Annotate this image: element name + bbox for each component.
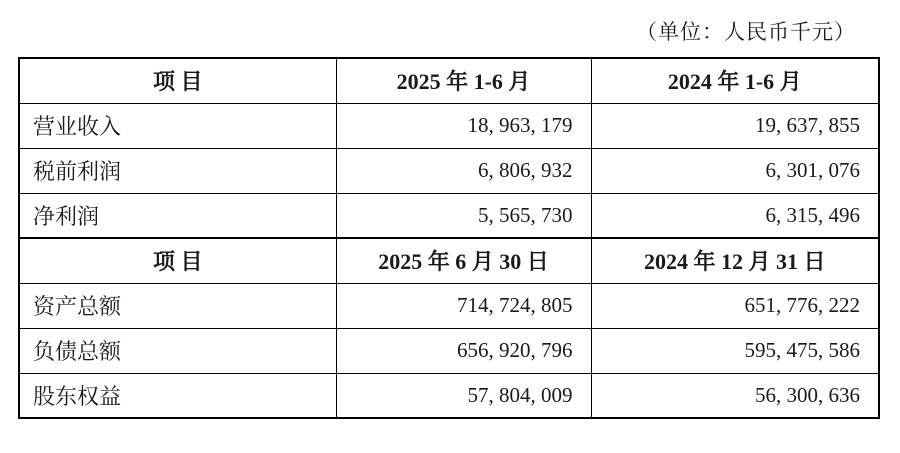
financial-summary-table: [18, 57, 880, 419]
row-label: 税前利润: [19, 148, 336, 193]
table-row-total-liabilities: [19, 328, 879, 373]
section2-header-row: [19, 238, 879, 283]
value-current: 6, 806, 932: [336, 148, 591, 193]
row-label: 资产总额: [19, 283, 336, 328]
column-header-item: 项 目: [19, 58, 336, 103]
value-current: 57, 804, 009: [336, 373, 591, 418]
column-header-date-current: 2025 年 6 月 30 日: [336, 238, 591, 283]
table-row-revenue: [19, 103, 879, 148]
row-label: 营业收入: [19, 103, 336, 148]
section1-header-row: [19, 58, 879, 103]
value-prior: 595, 475, 586: [591, 328, 879, 373]
table-row-shareholders-equity: [19, 373, 879, 418]
value-current: 5, 565, 730: [336, 193, 591, 238]
value-prior: 56, 300, 636: [591, 373, 879, 418]
value-prior: 6, 315, 496: [591, 193, 879, 238]
row-label: 负债总额: [19, 328, 336, 373]
row-label: 股东权益: [19, 373, 336, 418]
value-current: 714, 724, 805: [336, 283, 591, 328]
value-prior: 19, 637, 855: [591, 103, 879, 148]
column-header-period-prior: 2024 年 1-6 月: [591, 58, 879, 103]
column-header-period-current: 2025 年 1-6 月: [336, 58, 591, 103]
value-prior: 651, 776, 222: [591, 283, 879, 328]
column-header-item: 项 目: [19, 238, 336, 283]
column-header-date-prior: 2024 年 12 月 31 日: [591, 238, 879, 283]
row-label: 净利润: [19, 193, 336, 238]
value-prior: 6, 301, 076: [591, 148, 879, 193]
value-current: 656, 920, 796: [336, 328, 591, 373]
unit-note: （单位：人民币千元）: [636, 20, 856, 44]
table-row-pretax-profit: [19, 148, 879, 193]
table-row-total-assets: [19, 283, 879, 328]
value-current: 18, 963, 179: [336, 103, 591, 148]
table-row-net-profit: [19, 193, 879, 238]
